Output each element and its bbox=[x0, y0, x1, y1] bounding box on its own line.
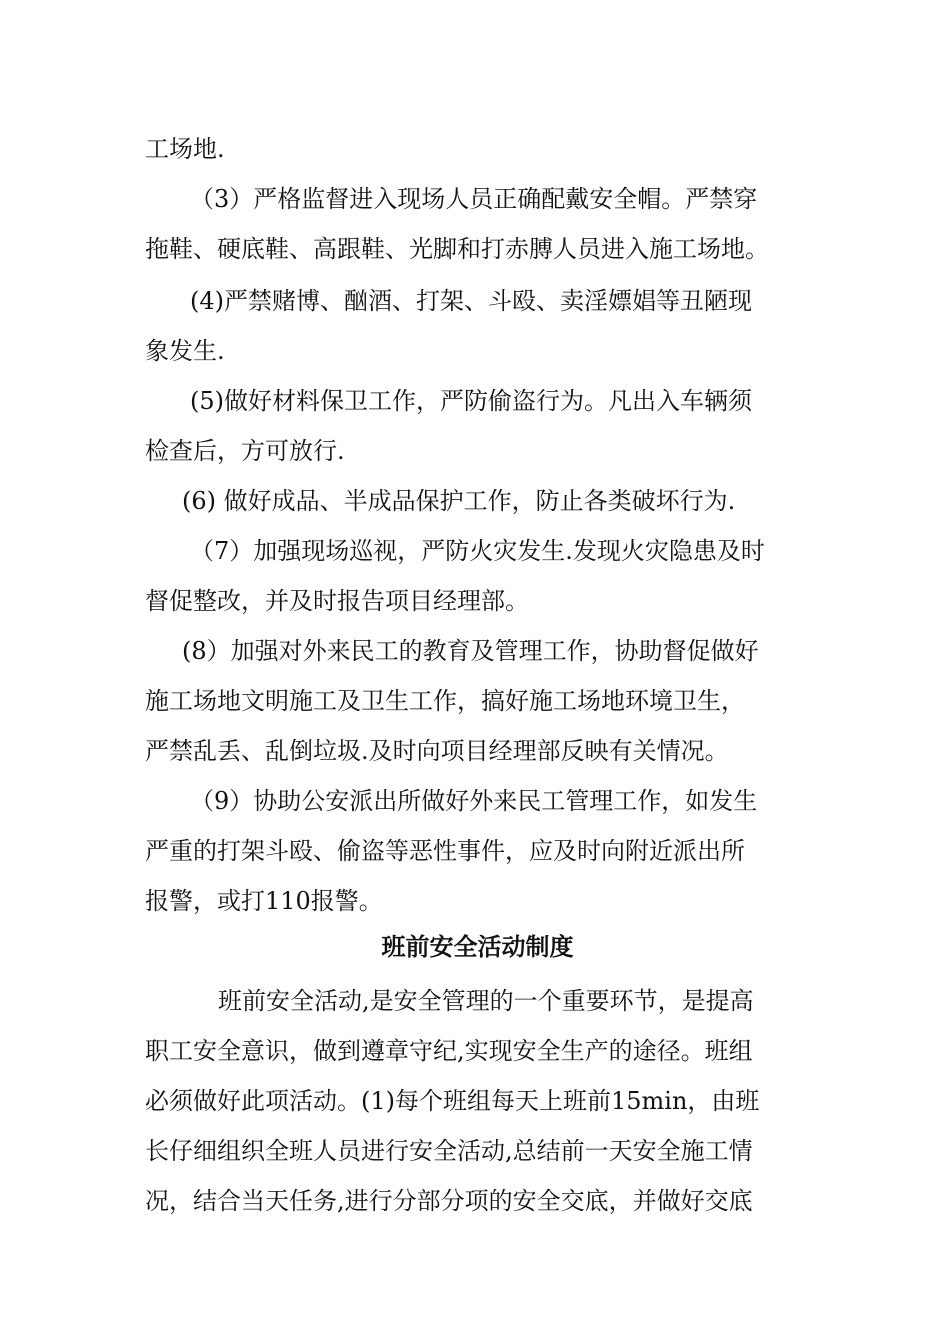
text-line: 工场地. bbox=[145, 135, 225, 163]
text-line: (6) 做好成品、半成品保护工作，防止各类破坏行为. bbox=[182, 487, 736, 515]
text-line: 施工场地文明施工及卫生工作，搞好施工场地环境卫生， bbox=[145, 687, 745, 715]
text-line: （9）协助公安派出所做好外来民工管理工作，如发生 bbox=[190, 787, 758, 815]
text-line: 严重的打架斗殴、偷盗等恶性事件，应及时向附近派出所 bbox=[145, 837, 745, 865]
text-line: 象发生. bbox=[145, 337, 225, 365]
text-line: (8）加强对外来民工的教育及管理工作，协助督促做好 bbox=[182, 637, 759, 665]
text-line: 班前安全活动,是安全管理的一个重要环节，是提高 bbox=[218, 987, 754, 1015]
text-line: (4)严禁赌博、酗酒、打架、斗殴、卖淫嫖娼等丑陋现 bbox=[190, 287, 752, 315]
text-line: 职工安全意识，做到遵章守纪,实现安全生产的途径。班组 bbox=[145, 1037, 753, 1065]
text-line: （7）加强现场巡视，严防火灾发生.发现火灾隐患及时 bbox=[190, 537, 765, 565]
text-line: 报警，或打110报警。 bbox=[145, 887, 383, 915]
text-line: 检查后，方可放行. bbox=[145, 437, 345, 465]
text-line: 长仔细组织全班人员进行安全活动,总结前一天安全施工情 bbox=[145, 1137, 753, 1165]
text-line: 拖鞋、硬底鞋、高跟鞋、光脚和打赤膊人员进入施工场地。 bbox=[145, 235, 769, 263]
text-line: （3）严格监督进入现场人员正确配戴安全帽。严禁穿 bbox=[190, 185, 758, 213]
text-line: 必须做好此项活动。(1)每个班组每天上班前15min，由班 bbox=[145, 1087, 760, 1115]
text-line: 况，结合当天任务,进行分部分项的安全交底，并做好交底 bbox=[145, 1187, 753, 1215]
text-line: 严禁乱丢、乱倒垃圾.及时向项目经理部反映有关情况。 bbox=[145, 737, 729, 765]
section-heading: 班前安全活动制度 bbox=[381, 933, 574, 961]
text-line: (5)做好材料保卫工作，严防偷盗行为。凡出入车辆须 bbox=[190, 387, 752, 415]
text-line: 督促整改，并及时报告项目经理部。 bbox=[145, 587, 529, 615]
